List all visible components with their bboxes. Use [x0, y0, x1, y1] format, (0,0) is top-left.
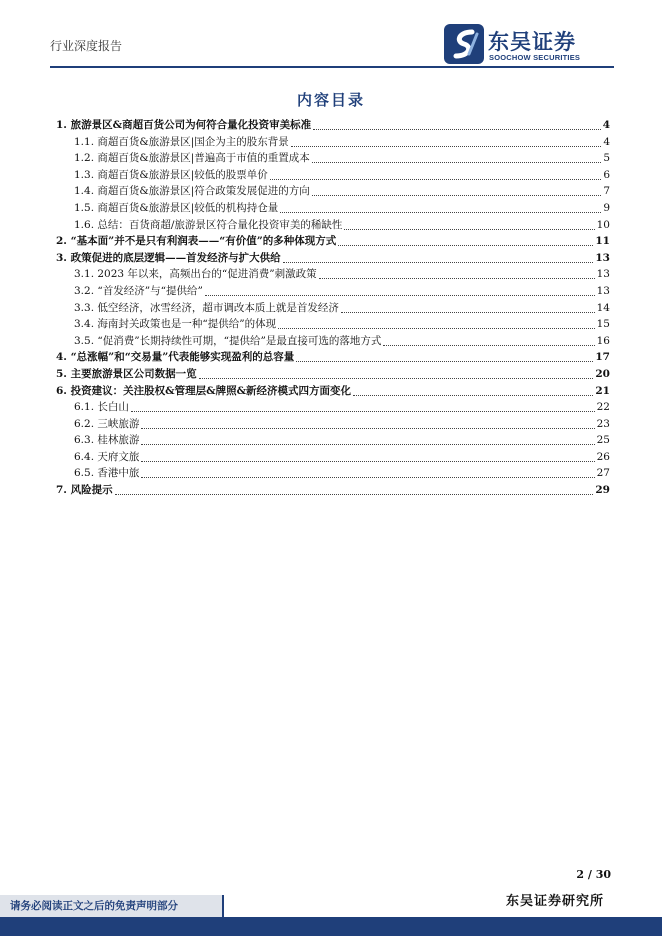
toc-entry-page: 4	[603, 135, 610, 148]
toc-entry[interactable]	[56, 465, 610, 482]
toc-entry-label: 6.5. 香港中旅	[74, 467, 140, 480]
toc-entry-page: 13	[596, 268, 610, 281]
toc-entry[interactable]	[56, 233, 610, 250]
toc-entry-page: 23	[596, 417, 610, 430]
toc-entry-page: 25	[596, 434, 610, 447]
toc-entry-label: 1.3. 商超百货&旅游景区|较低的股票单价	[74, 168, 268, 181]
toc-title: 内容目录	[296, 91, 365, 109]
toc-entry[interactable]	[56, 432, 610, 449]
toc-leader-dots	[270, 170, 602, 180]
toc-entry[interactable]	[56, 316, 610, 333]
institute-name: 东吴证券研究所	[505, 894, 604, 909]
toc-entry[interactable]	[56, 349, 610, 366]
toc-entry-page: 6	[603, 168, 610, 181]
toc-entry[interactable]	[56, 134, 610, 151]
toc-entry-label: 3. 政策促进的底层逻辑——首发经济与扩大供给	[56, 251, 281, 264]
toc-entry-label: 1.5. 商超百货&旅游景区|较低的机构持仓量	[74, 201, 279, 214]
toc-entry-page: 29	[595, 484, 610, 497]
toc-entry[interactable]	[56, 117, 610, 134]
toc-entry-label: 1.2. 商超百货&旅游景区|普遍高于市值的重置成本	[74, 152, 310, 165]
toc-entry-page: 10	[596, 218, 610, 231]
toc-entry[interactable]	[56, 333, 610, 350]
toc-entry[interactable]	[56, 200, 610, 217]
toc-entry-label: 4. “总涨幅”和“交易量”代表能够实现盈利的总容量	[56, 351, 295, 364]
toc-entry[interactable]	[56, 183, 610, 200]
toc-entry-page: 5	[603, 152, 610, 165]
toc-entry-page: 13	[595, 251, 610, 264]
toc-entry[interactable]	[56, 482, 610, 499]
brand-subtitle: SOOCHOW SECURITIES	[489, 53, 581, 62]
toc-entry[interactable]	[56, 167, 610, 184]
toc-leader-dots	[341, 303, 595, 313]
toc-entry-page: 26	[596, 450, 610, 463]
toc-entry-page: 16	[596, 334, 610, 347]
toc-leader-dots	[296, 352, 593, 362]
toc-entry[interactable]	[56, 266, 610, 283]
toc-entry-label: 6.4. 天府文旅	[74, 450, 140, 463]
toc-entry-label: 2. “基本面”并不是只有利润表——“有价值”的多种体现方式	[56, 235, 337, 248]
toc-leader-dots	[353, 386, 593, 396]
toc-leader-dots	[141, 419, 594, 429]
toc-entry-label: 1. 旅游景区&商超百货公司为何符合量化投资审美标准	[56, 119, 312, 131]
toc-leader-dots	[283, 253, 594, 263]
toc-entry-label: 3.1. 2023 年以来，高频出台的“促进消费”刺激政策	[74, 268, 317, 281]
toc-entry-page: 7	[603, 185, 610, 198]
toc-entry-label: 3.4. 海南封关政策也是一种“提供给”的体现	[74, 318, 277, 331]
toc-entry[interactable]	[56, 366, 610, 383]
toc-entry-page: 13	[596, 284, 610, 297]
toc-leader-dots	[344, 220, 594, 230]
soochow-logo-icon	[444, 24, 484, 64]
toc-entry-page: 14	[596, 301, 610, 314]
toc-entry-label: 7. 风险提示	[56, 484, 113, 497]
toc-leader-dots	[312, 153, 602, 163]
toc-leader-dots	[141, 468, 594, 478]
toc-entry[interactable]	[56, 399, 610, 416]
toc-leader-dots	[280, 203, 601, 213]
toc-entry[interactable]	[56, 150, 610, 167]
footer-bar	[0, 917, 662, 936]
toc-entry[interactable]	[56, 416, 610, 433]
toc-entry[interactable]	[56, 449, 610, 466]
report-type-label: 行业深度报告	[50, 39, 123, 53]
toc-entry-page: 15	[596, 318, 610, 331]
toc-entry[interactable]	[56, 250, 610, 267]
disclaimer-note: 请务必阅读正文之后的免责声明部分	[0, 895, 224, 917]
toc-entry-page: 17	[595, 351, 610, 364]
toc-entry-page: 27	[596, 467, 610, 480]
toc-entry-label: 3.2. “首发经济”与“提供给”	[74, 284, 203, 297]
toc-entry-page: 20	[595, 367, 610, 380]
brand-name: 东吴证券	[488, 30, 576, 54]
toc-leader-dots	[291, 137, 602, 147]
toc-leader-dots	[312, 186, 602, 196]
toc-leader-dots	[115, 485, 594, 495]
toc-leader-dots	[383, 336, 594, 346]
toc-entry-page: 22	[596, 401, 610, 414]
toc-entry-label: 5. 主要旅游景区公司数据一览	[56, 367, 197, 380]
toc-entry-label: 6.3. 桂林旅游	[74, 434, 140, 447]
toc-entry-label: 3.5. “促消费”长期持续性可期，“提供给”是最直接可选的落地方式	[74, 334, 382, 347]
toc-entry-page: 11	[595, 235, 610, 248]
toc-entry-label: 3.3. 低空经济，冰雪经济，超市调改本质上就是首发经济	[74, 301, 339, 314]
toc-entry[interactable]	[56, 217, 610, 234]
toc-leader-dots	[319, 269, 595, 279]
header-divider	[50, 66, 614, 68]
toc-leader-dots	[141, 435, 594, 445]
toc-leader-dots	[199, 369, 594, 379]
toc-entry-page: 9	[603, 201, 610, 214]
table-of-contents	[56, 117, 610, 499]
brand-logo	[444, 24, 614, 68]
toc-entry[interactable]	[56, 383, 610, 400]
toc-entry[interactable]	[56, 283, 610, 300]
toc-leader-dots	[131, 402, 595, 412]
toc-leader-dots	[205, 286, 595, 296]
toc-entry-page: 21	[595, 384, 610, 397]
toc-leader-dots	[278, 319, 595, 329]
toc-entry-label: 1.6. 总结：百货商超/旅游景区符合量化投资审美的稀缺性	[74, 218, 343, 231]
toc-entry-label: 1.1. 商超百货&旅游景区|国企为主的股东背景	[74, 135, 289, 148]
toc-entry-label: 1.4. 商超百货&旅游景区|符合政策发展促进的方向	[74, 185, 310, 198]
toc-entry-label: 6.1. 长白山	[74, 401, 129, 414]
toc-entry[interactable]	[56, 300, 610, 317]
page-indicator: 2 / 30	[576, 868, 611, 881]
toc-entry-label: 6. 投资建议：关注股权&管理层&牌照&新经济模式四方面变化	[56, 384, 352, 397]
toc-leader-dots	[338, 236, 593, 246]
toc-entry-page: 4	[602, 119, 610, 131]
toc-leader-dots	[141, 452, 594, 462]
toc-leader-dots	[313, 120, 601, 130]
toc-entry-label: 6.2. 三峡旅游	[74, 417, 140, 430]
